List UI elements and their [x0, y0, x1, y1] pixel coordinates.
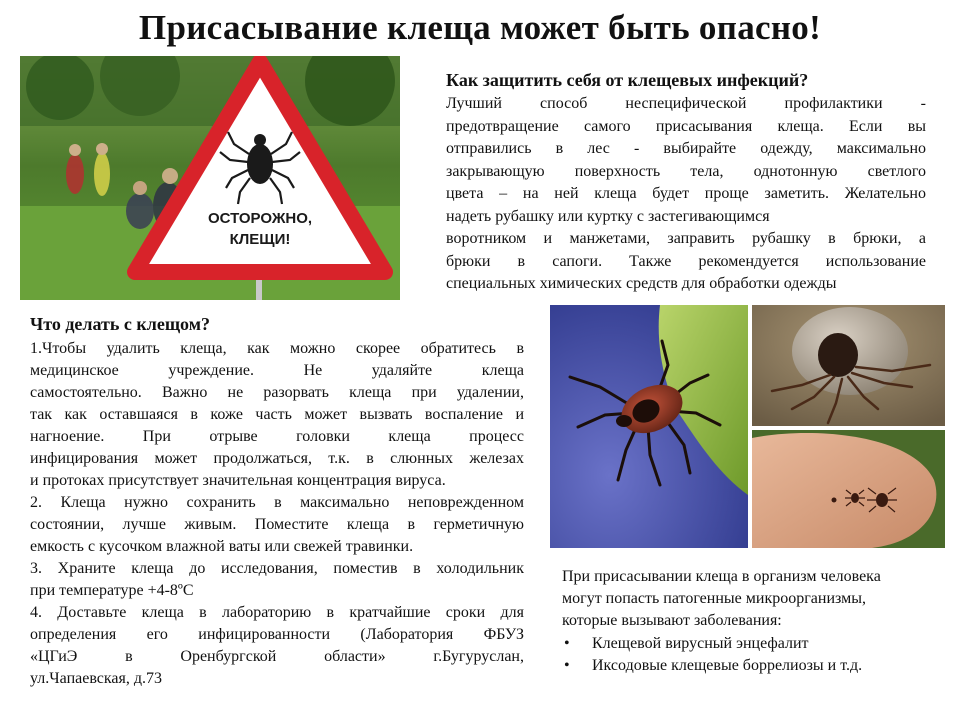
step-1 — [30, 338, 524, 492]
protection-line: воротником и манжетами, заправить рубашку в брюки, а — [446, 230, 926, 247]
warning-sign-illustration — [20, 56, 400, 300]
step-line: самостоятельно. Важно не разорвать клеща при удалении, — [30, 384, 524, 401]
protection-text — [446, 93, 926, 296]
diseases-section — [562, 566, 952, 677]
protection-section — [446, 70, 926, 296]
bullet-icon: • — [564, 635, 570, 652]
step-line: 2. Клеща нужно сохранить в максимально неповрежденном — [30, 494, 524, 511]
protection-line: предотвращение самого присасывания клеща. Если вы — [446, 117, 926, 135]
step-line: нагноение. При отрыве головки клеща процесс — [30, 428, 524, 445]
step-line: 1.Чтобы удалить клеща, как можно скорее обратитесь в — [30, 340, 524, 357]
step-line: 4. Доставьте клеща в лабораторию в кратчайшие сроки для — [30, 604, 524, 621]
disease-label: Иксодовые клещевые боррелиозы и т.д. — [592, 657, 863, 674]
engorged-tick-photo — [752, 305, 945, 426]
protection-line: Лучший способ неспецифической профилактики - — [446, 95, 926, 112]
bullet-icon: • — [564, 657, 570, 674]
step-line: емкость с кусочком влажной ваты или свежей травинки. — [30, 538, 414, 555]
ticks-on-finger-illustration — [752, 430, 945, 548]
page-title: Присасывание клеща может быть опасно! — [138, 8, 822, 47]
tick-on-leaf-illustration — [550, 305, 748, 548]
protection-line: цвета – на ней клеща будет проще заметить. Желательно — [446, 185, 926, 202]
protection-line: отправились в лес - выбирайте одежду, максимально — [446, 140, 926, 157]
sign-text-line2: КЛЕЩИ! — [229, 231, 291, 248]
diseases-intro-line: При присасывании клеща в организм человека — [562, 568, 881, 585]
engorged-tick-illustration — [752, 305, 945, 426]
protection-line: брюки в сапоги. Также рекомендуется использование — [446, 252, 926, 270]
protection-heading: Как защитить себя от клещевых инфекций? — [446, 70, 809, 90]
diseases-intro-line: могут попасть патогенные микроорганизмы, — [562, 590, 866, 607]
diseases-intro-line: которые вызывают заболевания: — [562, 612, 782, 629]
step-line: при температуре +4-8ºС — [30, 582, 194, 599]
step-line: определения его инфицированности (Лаборатория ФБУЗ — [30, 626, 524, 643]
warning-sign-photo — [20, 56, 400, 300]
step-4 — [30, 602, 524, 690]
disease-label: Клещевой вирусный энцефалит — [592, 635, 809, 652]
step-line: состоянии, лучше живым. Поместите клеща в герметичную — [30, 516, 524, 533]
sign-text-line1: ОСТОРОЖНО, — [207, 210, 313, 227]
step-2 — [30, 492, 524, 558]
protection-line: специальных химических средств для обработки одежды — [446, 275, 837, 292]
protection-line: надеть рубашку или куртку с застегивающимся — [446, 207, 770, 225]
disease-item — [562, 633, 952, 655]
step-line: медицинское учреждение. Не удаляйте клеща — [30, 362, 524, 379]
disease-item — [562, 655, 952, 677]
ticks-on-finger-photo — [752, 430, 945, 548]
step-line: «ЦГиЭ в Оренбургской области» г.Бугуруслан, — [30, 648, 524, 665]
what-to-do-section — [30, 314, 524, 690]
step-line: ул.Чапаевская, д.73 — [30, 670, 163, 687]
step-line: инфицирования может продолжаться, т.к. в слюнных железах — [30, 450, 524, 467]
step-line: 3. Храните клеща до исследования, поместив в холодильник — [30, 560, 524, 577]
diseases-list — [562, 633, 952, 677]
step-line: так как оставшаяся в коже часть может вызвать воспаление и — [30, 406, 524, 423]
step-3 — [30, 558, 524, 602]
step-line: и протоках присутствует значительная концентрация вируса. — [30, 472, 446, 489]
protection-line: закрывающую поверхность тела, однотонную светлого — [446, 162, 926, 180]
tick-on-leaf-photo — [550, 305, 748, 548]
what-to-do-heading: Что делать с клещом? — [30, 314, 210, 334]
